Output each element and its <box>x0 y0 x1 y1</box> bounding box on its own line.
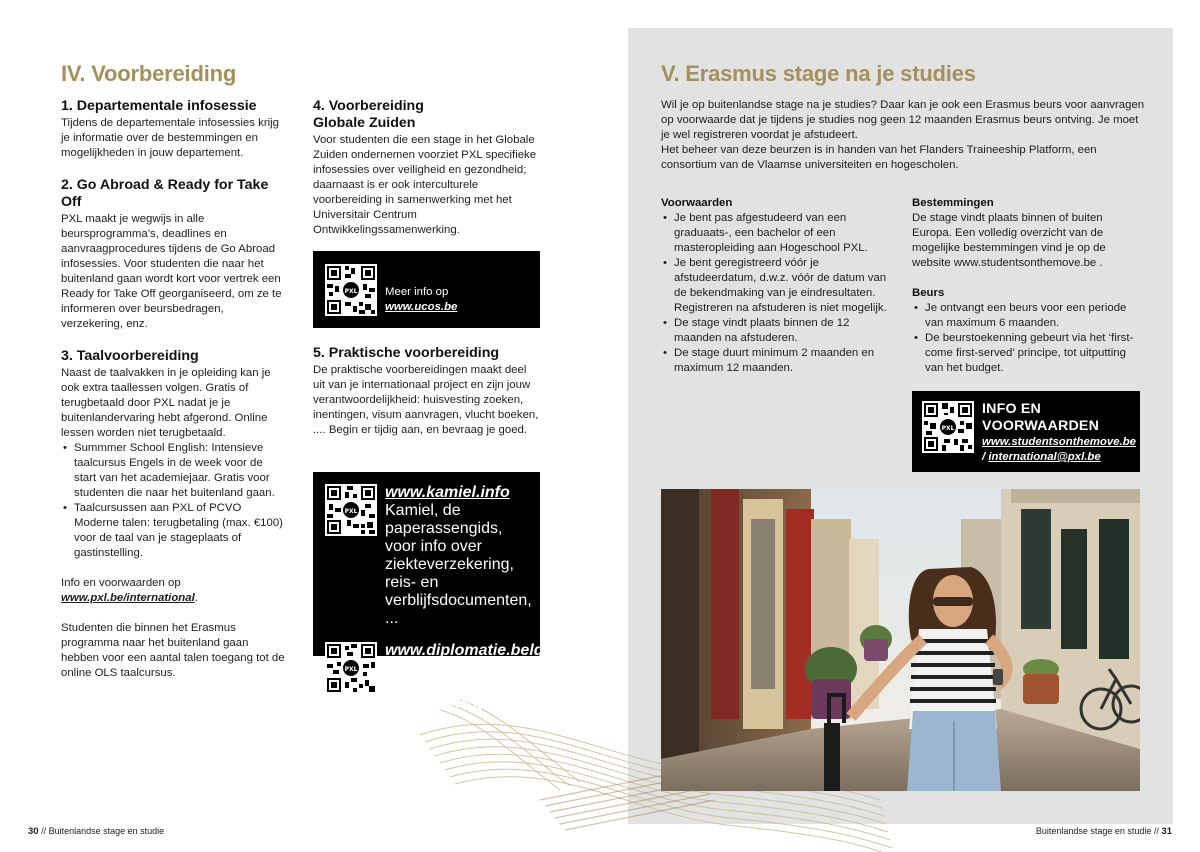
qr-code-icon <box>325 642 377 694</box>
taal-bullet-list <box>61 441 287 561</box>
erasmus-info-box <box>912 391 1140 472</box>
column-bestemmingen <box>912 196 1142 376</box>
column-voorwaarden <box>661 196 891 376</box>
list-item: • De stage vindt plaats binnen de 12 maanden na afstuderen. <box>661 316 891 346</box>
column-2-lower <box>313 345 541 438</box>
beurs-list <box>912 301 1142 376</box>
list-item: • Je ontvangt een beurs voor een periode van maximum 6 maanden. <box>912 301 1142 331</box>
list-item: • Summmer School English: Intensieve taalcursus Engels in de week voor de start van het academiejaar. Gratis voor studenten die naar het buitenland gaan. <box>61 441 287 501</box>
text-bestemmingen: De stage vindt plaats binnen of buiten Europa. Een volledig overzicht van de mogelijke bestemmingen vind je op de website www.studentsonthemove.be . <box>912 212 1106 269</box>
page-number-right: 31 <box>1161 826 1172 837</box>
footer-left-text: // Buitenlandse stage en studie <box>41 826 165 836</box>
column-1 <box>61 98 287 681</box>
pxl-email-link[interactable]: international@pxl.be <box>988 451 1101 463</box>
ucos-label: Meer info op <box>385 285 449 298</box>
text-infosessie: Tijdens de departementale infosessies krijg je informatie over de bestemmingen en mogelijkheden in jouw departement. <box>61 117 280 159</box>
column-2 <box>313 98 541 238</box>
qr-code-icon <box>325 484 377 536</box>
list-item: • De beurstoekenning gebeurt via het ‘first-come first-served’ principe, tot uitputting van het budget. <box>912 331 1142 376</box>
heading-globale-zuiden-line1: 4. Voorbereiding <box>313 98 424 114</box>
info-prefix: Info en voorwaarden op <box>61 577 181 589</box>
intro-paragraph-2: Het beheer van deze beurzen is in handen van het Flanders Traineeship Platform, een consortium van de Vlaamse universiteiten en hogescholen. <box>661 144 1097 171</box>
list-item: • Je bent geregistreerd vóór je afstudeerdatum, d.w.z. vóór de datum van de bekendmaking van je eindresultaten. Registreren na afstuderen is niet mogelijk. <box>661 256 891 316</box>
text-taalvoorbereiding: Naast de taalvakken in je opleiding kan je ook extra taallessen volgen. Gratis of terugbetaald door PXL nadat je je buitenlandervaring hebt afgerond. Online lessen worden niet terugbetaald. <box>61 367 271 439</box>
heading-beurs: Beurs <box>912 287 945 299</box>
svg-text:PXL: PXL <box>344 507 358 515</box>
heading-globale-zuiden-line2: Globale Zuiden <box>313 115 416 131</box>
svg-text:PXL: PXL <box>344 287 358 295</box>
text-globale-zuiden: Voor studenten die een stage in het Globale Zuiden ondernemen voorziet PXL specifieke infosessies over veiligheid en gezondheid; daarnaast is er ook interculturele voorbereiding in samenwerking met het Universitair Centrum Ontwikkelingssamenwerking. <box>313 134 537 236</box>
diplomatie-link[interactable]: www.diplomatie.belgium.be <box>385 642 596 659</box>
heading-globale-zuiden <box>313 98 541 132</box>
diplomatie-text <box>385 642 595 714</box>
info-suffix: . <box>194 592 198 604</box>
section-title-erasmus: V. Erasmus stage na je studies <box>661 61 976 86</box>
text-praktische-voorbereiding: De praktische voorbereidingen maakt deel uit van je internationaal project en zijn jouw verantwoordelijkheid: huisvesting zoeken, inentingen, visum aanvragen, vlucht boeken, .... Begin er tijdig aan, en bevraag je goed. <box>313 364 539 436</box>
heading-voorwaarden: Voorwaarden <box>661 197 733 209</box>
kamiel-link[interactable]: www.kamiel.info <box>385 484 510 501</box>
pxl-international-link[interactable]: www.pxl.be/international <box>61 592 195 604</box>
studentsonthemove-link[interactable]: www.studentsonthemove.be <box>982 436 1137 448</box>
diplomatie-description: Ministerie buitenlandse zaken voor reisadvies, reisdocumenten <box>385 660 549 713</box>
text-ols: Studenten die binnen het Erasmus programma naar het buitenland gaan hebben voor een aantal talen toegang tot de online OLS taalcursus. <box>61 622 285 679</box>
text-go-abroad: PXL maakt je wegwijs in alle beursprogramma’s, deadlines en aanvraagprocedures tijdens de Go Abroad infosessies. Voor studenten die naar het buitenland gaan wordt kort voor vertrek een Ready for Take Off georganiseerd, om ze te informeren over beursbedragen, verzekering, enz. <box>61 213 282 330</box>
info-heading-line1: INFO EN <box>982 401 1041 417</box>
heading-infosessie: 1. Departementale infosessie <box>61 98 257 114</box>
kamiel-row <box>325 484 532 628</box>
info-heading-line2: VOORWAARDEN <box>982 418 1100 434</box>
footer-right <box>1036 826 1172 837</box>
footer-right-text: Buitenlandse stage en studie // <box>1035 826 1159 836</box>
qr-code-icon <box>922 401 974 453</box>
list-item: • Je bent pas afgestudeerd van een graduaats-, een bachelor of een masteropleiding aan Hogeschool PXL. <box>661 211 891 256</box>
svg-text:PXL: PXL <box>941 424 955 432</box>
list-item: • De stage duurt minimum 2 maanden en maximum 12 maanden. <box>661 346 891 376</box>
erasmus-info-text <box>982 401 1136 465</box>
heading-taalvoorbereiding: 3. Taalvoorbereiding <box>61 348 199 364</box>
kamiel-description: Kamiel, de paperassengids, voor info over ziekteverzekering, reis- en verblijfsdocumenten, ... <box>385 502 532 627</box>
section-title-voorbereiding: IV. Voorbereiding <box>61 61 237 86</box>
heading-go-abroad: 2. Go Abroad & Ready for Take Off <box>61 177 269 210</box>
kamiel-text <box>385 484 532 628</box>
qr-code-icon <box>325 264 377 316</box>
heading-bestemmingen: Bestemmingen <box>912 197 994 209</box>
ucos-link[interactable]: www.ucos.be <box>385 300 458 313</box>
student-travel-photo <box>661 489 1140 791</box>
info-voorwaarden <box>61 576 287 606</box>
erasmus-intro <box>661 98 1146 173</box>
footer-left <box>28 826 164 837</box>
list-item: • Taalcursussen aan PXL of PCVO Moderne talen: terugbetaling (max. €100) voor de taal van je stageplaats of gastinstelling. <box>61 501 287 561</box>
page-number-left: 30 <box>28 826 39 837</box>
svg-text:PXL: PXL <box>344 665 358 673</box>
diplomatie-row <box>325 642 596 714</box>
link-separator: / <box>982 451 989 463</box>
links-info-box <box>313 472 596 713</box>
voorwaarden-list <box>661 211 891 376</box>
heading-praktische-voorbereiding: 5. Praktische voorbereiding <box>313 345 500 361</box>
ucos-info-box <box>313 251 540 328</box>
ucos-text <box>385 285 457 315</box>
intro-paragraph-1: Wil je op buitenlandse stage na je studies? Daar kan je ook een Erasmus beurs voor aanvragen op voorwaarde dat je tijdens je studies nog geen 12 maanden Erasmus beurs ontving. Je moet je wel registreren voordat je afstudeert. <box>661 99 1145 141</box>
